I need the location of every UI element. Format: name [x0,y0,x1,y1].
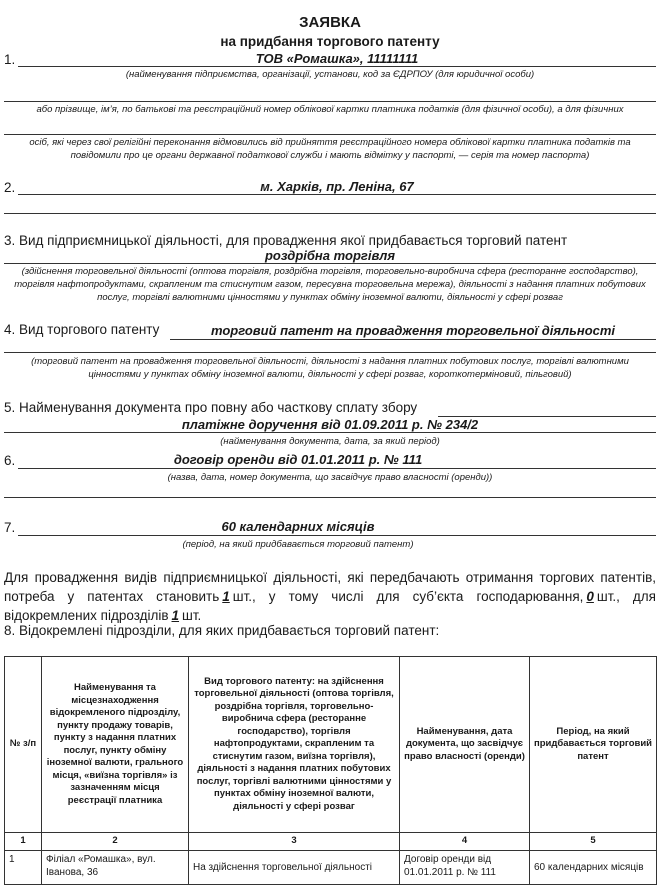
col-number: 1 [5,833,42,851]
section-8-label: 8. Відокремлені підрозділи, для яких придбавається торговий патент: [4,623,440,638]
section-1-hint-3: осіб, які через свої релігійні переконання відмовились від прийняття реєстраційного номера облікової картки платника податків та повідомили про це органи державної податкової служби і мають відмітку у паспорті, — серія та номер паспорта) [29,137,631,161]
col-header-branch: Найменування та місцезнаходження відокремленого підрозділу, пункту продажу товарів, пункту з надання платних послуг, пункту обміну іноземної валюти, грального місця, «виїзна торгівля» із зазначенням місця реєстрації платника [42,657,189,833]
table-cell-patent-type: На здійснення торговельної діяльності [189,850,400,884]
section-1-line-2 [4,101,656,102]
col-number: 4 [400,833,530,851]
section-6-value: договір оренди від 01.01.2011 р. № 111 [173,452,423,467]
section-2-number: 2. [4,180,16,195]
section-5-hint: (найменування документа, дата, за який період) [220,436,440,447]
patent-branch-count: 1 [171,608,180,623]
section-6-hint: (назва, дата, номер документа, що засвідчує право власності (оренди)) [167,472,493,483]
col-number: 2 [42,833,189,851]
patent-total-count: 1 [222,589,230,604]
section-7-hint: (період, на який придбавається торговий патент) [182,539,414,550]
section-1-line [18,66,656,67]
section-7-number: 7. [4,520,16,535]
page-subtitle: на придбання торгового патенту [220,34,440,49]
section-4-line-2 [4,352,656,353]
section-2-line-2 [4,213,656,214]
section-5-value: платіжне доручення від 01.09.2011 р. № 234/2 [181,417,479,432]
page-title: ЗАЯВКА [299,14,361,31]
table-cell-branch: Філіал «Ромашка», вул. Іванова, 36 [42,850,189,884]
section-6-number: 6. [4,453,16,468]
section-4-value: торговий патент на провадження торговельної діяльності [210,323,616,338]
section-4-line [170,339,656,340]
col-header-ownership-doc: Найменування, дата документа, що засвідчує право власності (оренди) [400,657,530,833]
table-row [5,850,657,884]
section-1-value: ТОВ «Ромашка», 11111111 [255,51,419,66]
section-4-hint: (торговий патент на провадження торговельної діяльності, діяльності з надання платних побутових послуг, торгівлі валютними цінностями у пунктах обміну іноземної валюти, діяльності у сфері розваг, короткотерміновий, пільговий) [31,356,629,380]
table-cell-period: 60 календарних місяців [530,850,657,884]
paragraph-text-3: шт., для відокремлених підрозділів [4,589,656,623]
section-3-line [4,263,656,264]
col-header-period: Період, на який придбавається торговий патент [530,657,657,833]
section-3-hint: (здійснення торговельної діяльності (оптова торгівля, роздрібна торгівля, торговельно-виробнича сфера (ресторанне господарство), торгівля нафтопродуктами, скрапленим та стиснутим газом, пересувна торговельна мережа), діяльності з надання платних побутових послуг, торгівлі валютними цінностями у пунктах обміну іноземної валюти, діяльності у сфері розваг [14,266,646,303]
section-6-line-2 [4,497,656,498]
section-6-line [18,468,656,469]
section-5-label: 5. Найменування документа про повну або часткову сплату збору [4,400,418,415]
col-number: 5 [530,833,657,851]
table-col-numbers-row [5,833,657,851]
section-5-line-2 [4,432,656,433]
patent-entity-count: 0 [586,589,594,604]
section-2-value: м. Харків, пр. Леніна, 67 [260,179,414,194]
paragraph-text-4: шт. [182,608,202,623]
section-1-number: 1. [4,52,16,67]
section-2-line [18,194,656,195]
col-header-patent-type: Вид торгового патенту: на здійснення торговельної діяльності (оптова торгівля, роздрібна торгівля, торговельно-виробнича сфера (ресторанне господарство), торгівля нафтопродуктами, скрапленим та стиснутим газом, виїзна торгівля), діяльності з надання платних побутових послуг, торгівлі валютними цінностями у пунктах обміну іноземної валюти, діяльності у сфері розваг [189,657,400,833]
section-1-line-3 [4,134,656,135]
section-3-label: 3. Вид підприємницької діяльності, для провадження якої придбавається торговий патент [4,233,568,248]
section-7-value: 60 календарних місяців [221,519,375,534]
col-header-number: № з/п [5,657,42,833]
patent-count-paragraph [4,568,656,625]
branches-table [4,656,657,885]
col-number: 3 [189,833,400,851]
section-3-value: роздрібна торгівля [264,248,396,263]
table-cell-ownership-doc: Договір оренди від 01.01.2011 р. № 111 [400,850,530,884]
section-1-hint-2: або прізвище, ім’я, по батькові та реєстраційний номер облікової картки платника податків (для фізичної особи), а для фізичних [36,104,624,115]
section-7-line [18,535,656,536]
section-1-hint: (найменування підприємства, організації, установи, код за ЄДРПОУ (для юридичної особи) [125,69,535,80]
table-header-row [5,657,657,833]
table-cell-number: 1 [5,850,42,884]
section-4-label: 4. Вид торгового патенту [4,322,160,337]
paragraph-text-2: шт., у тому числі для суб’єкта господарювання, [232,589,584,604]
paragraph-text-1: Для провадження видів підприємницької діяльності, які передбачають отримання торгових патентів, потреба у патентах становить [4,570,656,604]
